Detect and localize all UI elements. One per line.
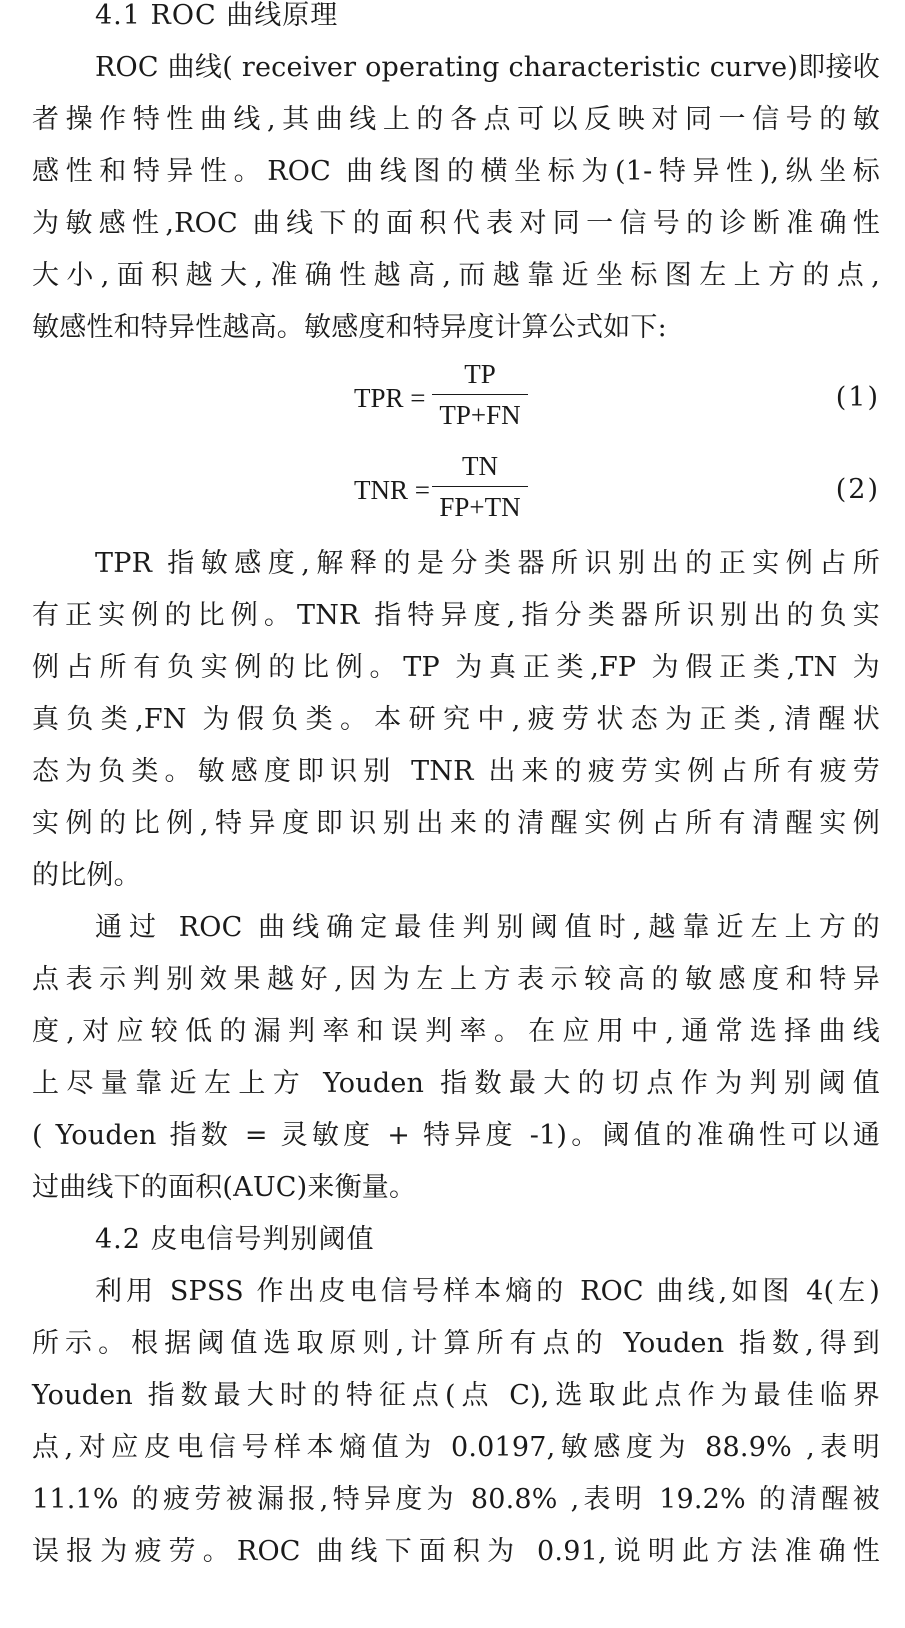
text-line: 感性和特异性。ROC 曲线图的横坐标为(1-特异性),纵坐标 bbox=[32, 156, 880, 187]
text-line: 通过 ROC 曲线确定最佳判别阈值时,越靠近左上方的 bbox=[95, 912, 880, 943]
formula-denominator: FP+TN bbox=[439, 492, 521, 522]
text-line: 误报为疲劳。ROC 曲线下面积为 0.91,说明此方法准确性 bbox=[32, 1536, 880, 1567]
text-line: 所示。根据阈值选取原则,计算所有点的 Youden 指数,得到 bbox=[32, 1328, 880, 1359]
formula-lhs: TNR = bbox=[354, 475, 430, 505]
text-line: 为敏感性,ROC 曲线下的面积代表对同一信号的诊断准确性 bbox=[32, 208, 880, 239]
text-line: 敏感性和特异性越高。敏感度和特异度计算公式如下: bbox=[32, 312, 667, 343]
text-line: 的比例。 bbox=[32, 860, 141, 891]
text-line: 实例的比例,特异度即识别出来的清醒实例占所有清醒实例 bbox=[32, 808, 880, 839]
text-line: 例占所有负实例的比例。TP 为真正类,FP 为假正类,TN 为 bbox=[32, 652, 880, 683]
text-line: 点表示判别效果越好,因为左上方表示较高的敏感度和特异 bbox=[32, 964, 880, 995]
paragraph-roc-principle bbox=[32, 42, 880, 354]
formula-fraction bbox=[434, 446, 526, 527]
text-line: 大小,面积越大,准确性越高,而越靠近坐标图左上方的点, bbox=[32, 260, 880, 291]
formula-numerator: TN bbox=[462, 451, 498, 481]
text-line: 11.1% 的疲劳被漏报,特异度为 80.8% ,表明 19.2% 的清醒被 bbox=[32, 1484, 880, 1515]
formula-numerator: TP bbox=[464, 359, 496, 389]
section-heading-4-2: 4.2 皮电信号判别阈值 bbox=[95, 1224, 375, 1255]
equation-number: (2) bbox=[835, 474, 880, 505]
text-line: 过曲线下的面积(AUC)来衡量。 bbox=[32, 1172, 417, 1203]
formula-fraction bbox=[434, 354, 526, 435]
text-line: ROC 曲线( receiver operating characteristic curve)即接收 bbox=[95, 52, 880, 83]
section-heading-4-1: 4.1 ROC 曲线原理 bbox=[95, 0, 339, 31]
text-line: 上尽量靠近左上方 Youden 指数最大的切点作为判别阈值 bbox=[32, 1068, 880, 1099]
text-line: 点,对应皮电信号样本熵值为 0.0197,敏感度为 88.9% ,表明 bbox=[32, 1432, 880, 1463]
formula-lhs: TPR = bbox=[354, 383, 426, 413]
text-line: Youden 指数最大时的特征点(点 C),选取此点作为最佳临界 bbox=[32, 1380, 880, 1411]
text-line: 真负类,FN 为假负类。本研究中,疲劳状态为正类,清醒状 bbox=[32, 704, 880, 735]
formula-tpr bbox=[32, 354, 880, 446]
text-line: 有正实例的比例。TNR 指特异度,指分类器所识别出的负实 bbox=[32, 600, 880, 631]
formula-tnr bbox=[32, 446, 880, 538]
formula-denominator: TP+FN bbox=[439, 400, 521, 430]
text-line: 态为负类。敏感度即识别 TNR 出来的疲劳实例占所有疲劳 bbox=[32, 756, 880, 787]
equation-number: (1) bbox=[835, 382, 880, 413]
paragraph-threshold bbox=[32, 902, 880, 1214]
text-line: 利用 SPSS 作出皮电信号样本熵的 ROC 曲线,如图 4(左) bbox=[95, 1276, 880, 1307]
paragraph-tpr-tnr bbox=[32, 538, 880, 902]
paragraph-eda-threshold bbox=[32, 1266, 880, 1578]
paper-page bbox=[32, 0, 880, 1578]
text-line: 者操作特性曲线,其曲线上的各点可以反映对同一信号的敏 bbox=[32, 104, 880, 135]
text-line: TPR 指敏感度,解释的是分类器所识别出的正实例占所 bbox=[95, 548, 880, 579]
text-line: 度,对应较低的漏判率和误判率。在应用中,通常选择曲线 bbox=[32, 1016, 880, 1047]
text-line: ( Youden 指数 = 灵敏度 + 特异度 -1)。阈值的准确性可以通 bbox=[32, 1120, 880, 1151]
